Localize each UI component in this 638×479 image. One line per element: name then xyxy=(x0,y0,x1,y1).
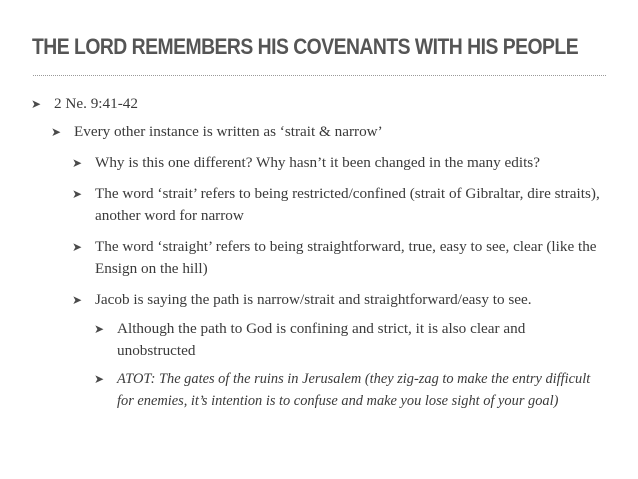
bullet-text: ATOT: The gates of the ruins in Jerusalem (they zig-zag to make the entry difficult for enemies, it’s intention is to confuse and make you lose sight of your goal) xyxy=(117,371,591,409)
arrow-bullet-icon: ➤ xyxy=(72,187,83,201)
arrow-bullet-icon: ➤ xyxy=(72,293,83,307)
bullet-text: Every other instance is written as ‘strait & narrow’ xyxy=(74,123,383,140)
arrow-bullet-icon: ➤ xyxy=(94,372,105,386)
arrow-bullet-icon: ➤ xyxy=(72,240,83,254)
bullet-level-3 xyxy=(72,152,620,174)
arrow-bullet-icon: ➤ xyxy=(31,97,42,111)
bullet-text: The word ‘strait’ refers to being restricted/confined (strait of Gibraltar, dire straits), another word for narrow xyxy=(95,185,600,224)
bullet-level-3 xyxy=(72,183,605,227)
bullet-level-3 xyxy=(72,236,610,280)
arrow-bullet-icon: ➤ xyxy=(51,125,62,139)
bullet-text: Why is this one different? Why hasn’t it been changed in the many edits? xyxy=(95,154,540,171)
arrow-bullet-icon: ➤ xyxy=(94,322,105,336)
bullet-level-3 xyxy=(72,289,615,311)
bullet-level-4-note xyxy=(94,369,602,412)
bullet-text: The word ‘straight’ refers to being straightforward, true, easy to see, clear (like the Ensign on the hill) xyxy=(95,238,597,277)
bullet-level-4 xyxy=(94,318,602,362)
bullet-level-2 xyxy=(51,121,614,143)
bullet-text: 2 Ne. 9:41-42 xyxy=(54,95,138,112)
bullet-text: Although the path to God is confining and strict, it is also clear and unobstructed xyxy=(117,320,526,359)
title-divider xyxy=(33,75,606,76)
slide-title: THE LORD REMEMBERS HIS COVENANTS WITH HIS PEOPLE xyxy=(32,34,579,59)
bullet-text: Jacob is saying the path is narrow/strait and straightforward/easy to see. xyxy=(95,291,532,308)
bullet-level-1 xyxy=(31,93,614,115)
arrow-bullet-icon: ➤ xyxy=(72,156,83,170)
